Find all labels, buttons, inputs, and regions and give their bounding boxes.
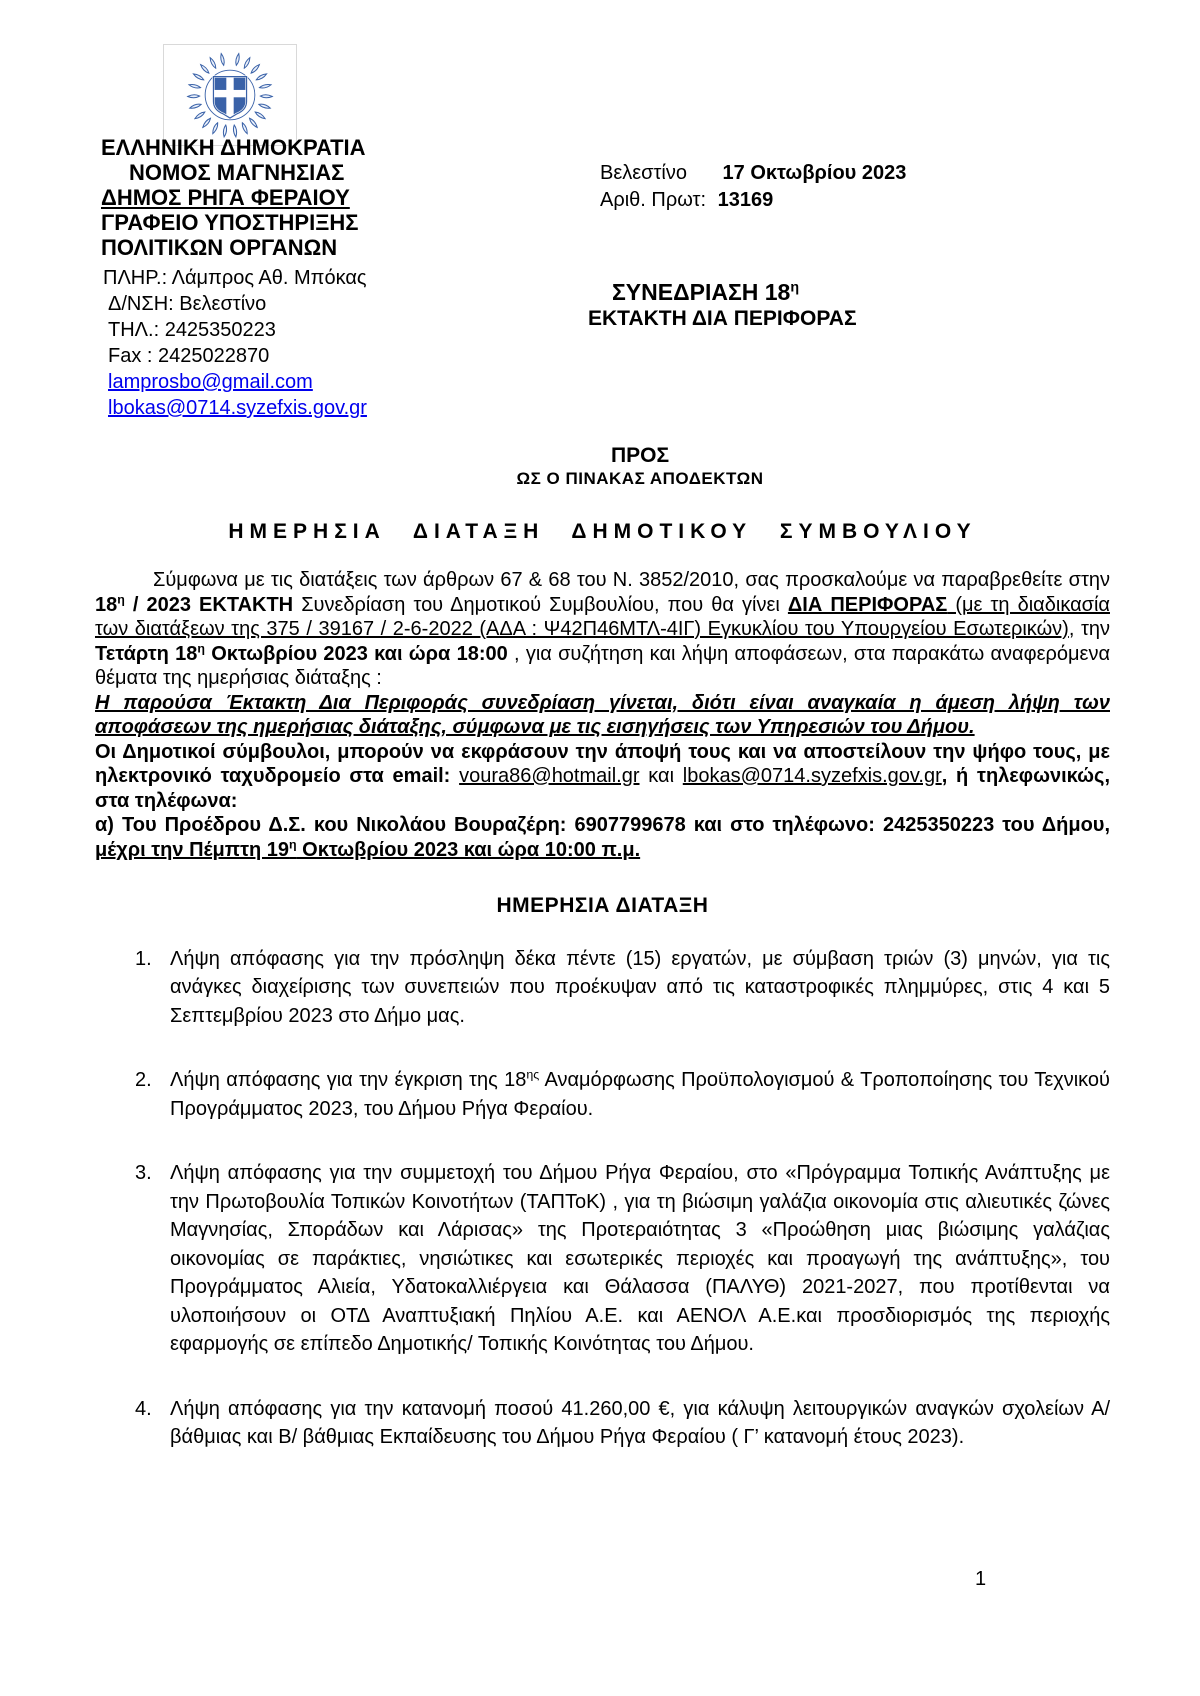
agenda-list: [95, 945, 1110, 1452]
agenda-item-2: [95, 1066, 1110, 1123]
email-link-gmail[interactable]: lamprosbo@gmail.com: [108, 371, 313, 393]
agenda-item-number: 1.: [135, 947, 152, 970]
letterhead-contact-block: [103, 265, 433, 421]
agenda-item-4: [95, 1395, 1110, 1452]
agenda-item-text: Λήψη απόφασης για την έγκριση της $18^{\eta\varsigma}$ Αναμόρφωσης Προϋπολογισμού & Τροποποίησης του Τεχνικού Προγράμματος 2023, του Δήμου Ρήγα Φεραίου.: [170, 1067, 1110, 1120]
session-number-line: ΣΥΝΕΔΡΙΑΣΗ $18^\eta$: [612, 279, 800, 305]
agenda-heading: ΗΜΕΡΗΣΙΑ ΔΙΑΤΑΞΗ: [496, 894, 709, 917]
contact-person: ΠΛΗΡ.: Λάμπρος Αθ. Μπόκας: [103, 267, 367, 289]
agenda-item-text: Λήψη απόφασης για την συμμετοχή του Δήμου Ρήγα Φεραίου, στο «Πρόγραμμα Τοπικής Ανάπτυξης με την Πρωτοβουλία Τοπικών Κοινοτήτων (ΤΑΠΤοΚ) , για τη βιώσιμη γαλάζια οικονομία στις αλιευτικές ζώνες Μαγνησίας, Σποράδων και Λάρισας» της Προτεραιότητας 3 «Προώθηση μιας βιώσιμης γαλάζιας οικονομίας σε παράκτιες, νησιώτικες και εσωτερικές περιοχές και προαγωγή της ανάπτυξης», του Προγράμματος Αλιεία, Υδατοκαλλιέργεια και Θάλασσα (ΠΑΛΥΘ) 2021-2027, που προτίθενται να υλοποιήσουν οι ΟΤΔ Αναπτυξιακή Πηλίου Α.Ε. και ΑΕΝΟΛ Α.Ε.και προσδιορισμός της περιοχής εφαρμογής σε επίπεδο Δημοτικής/ Τοπικής Κοινότητας του Δήμου.: [170, 1162, 1110, 1355]
greek-coat-of-arms-icon: [163, 44, 297, 146]
protocol-date-line: [600, 160, 906, 187]
recipient-block: [80, 443, 1200, 490]
agenda-item-3: [95, 1159, 1110, 1359]
voting-email-1: voura86@hotmail.gr: [459, 765, 640, 787]
agenda-item-number: 3.: [135, 1162, 152, 1184]
recipient-as-list: ΩΣ Ο ΠΙΝΑΚΑΣ ΑΠΟΔΕΚΤΩΝ: [516, 469, 764, 488]
protocol-place: Βελεστίνο: [600, 162, 687, 184]
org-line-republic: ΕΛΛΗΝΙΚΗ ΔΗΜΟΚΡΑΤΙΑ: [101, 135, 366, 160]
agenda-item-number: 4.: [135, 1397, 152, 1420]
letterhead-org-block: [101, 135, 387, 260]
session-type-line: ΕΚΤΑΚΤΗ ΔΙΑ ΠΕΡΙΦΟΡΑΣ: [588, 307, 857, 330]
protocol-number-label: Αριθ. Πρωτ:: [600, 189, 707, 211]
agenda-item-text: Λήψη απόφασης για την κατανομή ποσού 41.260,00 €, για κάλυψη λειτουργικών αναγκών σχολείων Α/βάθμιας και Β/ βάθμιας Εκπαίδευσης του Δήμου Ρήγα Φεραίου ( Γ’ κατανομή έτους 2023).: [170, 1397, 1110, 1448]
phone-contact-paragraph: α) Του Προέδρου Δ.Σ. κου Νικολάου Βουραζέρη: 6907799678 και στο τηλέφωνο: 2425350223 του Δήμου, μέχρι την Πέμπτη $19^\eta$ Οκτωβρίου 2023 και ώρα 10:00 π.μ.: [95, 814, 1110, 861]
session-block: [588, 278, 857, 332]
protocol-number-line: [600, 187, 906, 214]
agenda-item-1: [95, 945, 1110, 1031]
voting-email-2: lbokas@0714.syzefxis.gov.gr: [682, 765, 942, 787]
agenda-item-text: Λήψη απόφασης για την πρόσληψη δέκα πέντε (15) εργατών, με σύμβαση τριών (3) μηνών, για τις ανάγκες διαχείρισης των συνεπειών που προέκυψαν από τις καταστροφικές πλημμύρες, στις 4 και 5 Σεπτεμβρίου 2023 στο Δήμο μας.: [170, 947, 1110, 1027]
protocol-number: 13169: [717, 189, 774, 211]
protocol-date: 17 Οκτωβρίου 2023: [722, 162, 907, 184]
contact-address: Δ/ΝΣΗ: Βελεστίνο: [108, 293, 267, 315]
page-number: 1: [975, 1568, 987, 1590]
intro-paragraph: Σύμφωνα με τις διατάξεις των άρθρων 67 & 68 του Ν. 3852/2010, σας προσκαλούμε να παραβρεθείτε στην $18^\eta / 2023$ ΕΚΤΑΚΤΗ Συνεδρίαση του Δημοτικού Συμβουλίου, που θα γίνει ΔΙΑ ΠΕΡΙΦΟΡΑΣ (με τη διαδικασία των διατάξεων της 375 / 39167 / 2-6-2022 (ΑΔΑ : Ψ42Π46ΜΤΛ-4ΙΓ) Εγκυκλίου του Υπουργείου Εσωτερικών), την Τετάρτη $18^\eta$ Οκτωβρίου 2023 και ώρα 18:00 , για συζήτηση και λήψη αποφάσεων, στα παρακάτω αναφερόμενα θέματα της ημερήσιας διάταξης :: [95, 569, 1111, 689]
recipient-to-label: ΠΡΟΣ: [610, 444, 670, 467]
agenda-item-number: 2.: [135, 1069, 152, 1091]
org-line-office2: ΠΟΛΙΤΙΚΩΝ ΟΡΓΑΝΩΝ: [101, 235, 338, 260]
email-link-syzefxis[interactable]: lbokas@0714.syzefxis.gov.gr: [108, 397, 367, 419]
voting-instructions-paragraph: Οι Δημοτικοί σύμβουλοι, μπορούν να εκφράσουν την άποψή τους και να αποστείλουν την ψήφο τους, με ηλεκτρονικό ταχυδρομείο στα email: voura86@hotmail.gr και lbokas@0714.syzefxis.gov.gr, ή τηλεφωνικώς, στα τηλέφωνα:: [95, 740, 1110, 812]
contact-fax: Fax : 2425022870: [108, 345, 270, 367]
document-title: ΗΜΕΡΗΣΙΑ ΔΙΑΤΑΞΗ ΔΗΜΟΤΙΚΟΥ ΣΥΜΒΟΥΛΙΟΥ: [228, 520, 977, 543]
document-body: [95, 568, 1110, 1488]
protocol-block: [600, 160, 906, 214]
contact-phone: ΤΗΛ.: 2425350223: [108, 319, 276, 341]
org-line-prefecture: ΝΟΜΟΣ ΜΑΓΝΗΣΙΑΣ: [129, 160, 345, 185]
org-line-municipality: ΔΗΜΟΣ ΡΗΓΑ ΦΕΡΑΙΟΥ: [101, 185, 350, 210]
org-line-office1: ΓΡΑΦΕΙΟ ΥΠΟΣΤΗΡΙΞΗΣ: [101, 210, 359, 235]
urgency-note-paragraph: Η παρούσα Έκτακτη Δια Περιφοράς συνεδρίαση γίνεται, διότι είναι αναγκαία η άμεση λήψη των αποφάσεων της ημερήσιας διάταξης, σύμφωνα με τις εισηγήσεις των Υπηρεσιών του Δήμου.: [95, 691, 1110, 738]
